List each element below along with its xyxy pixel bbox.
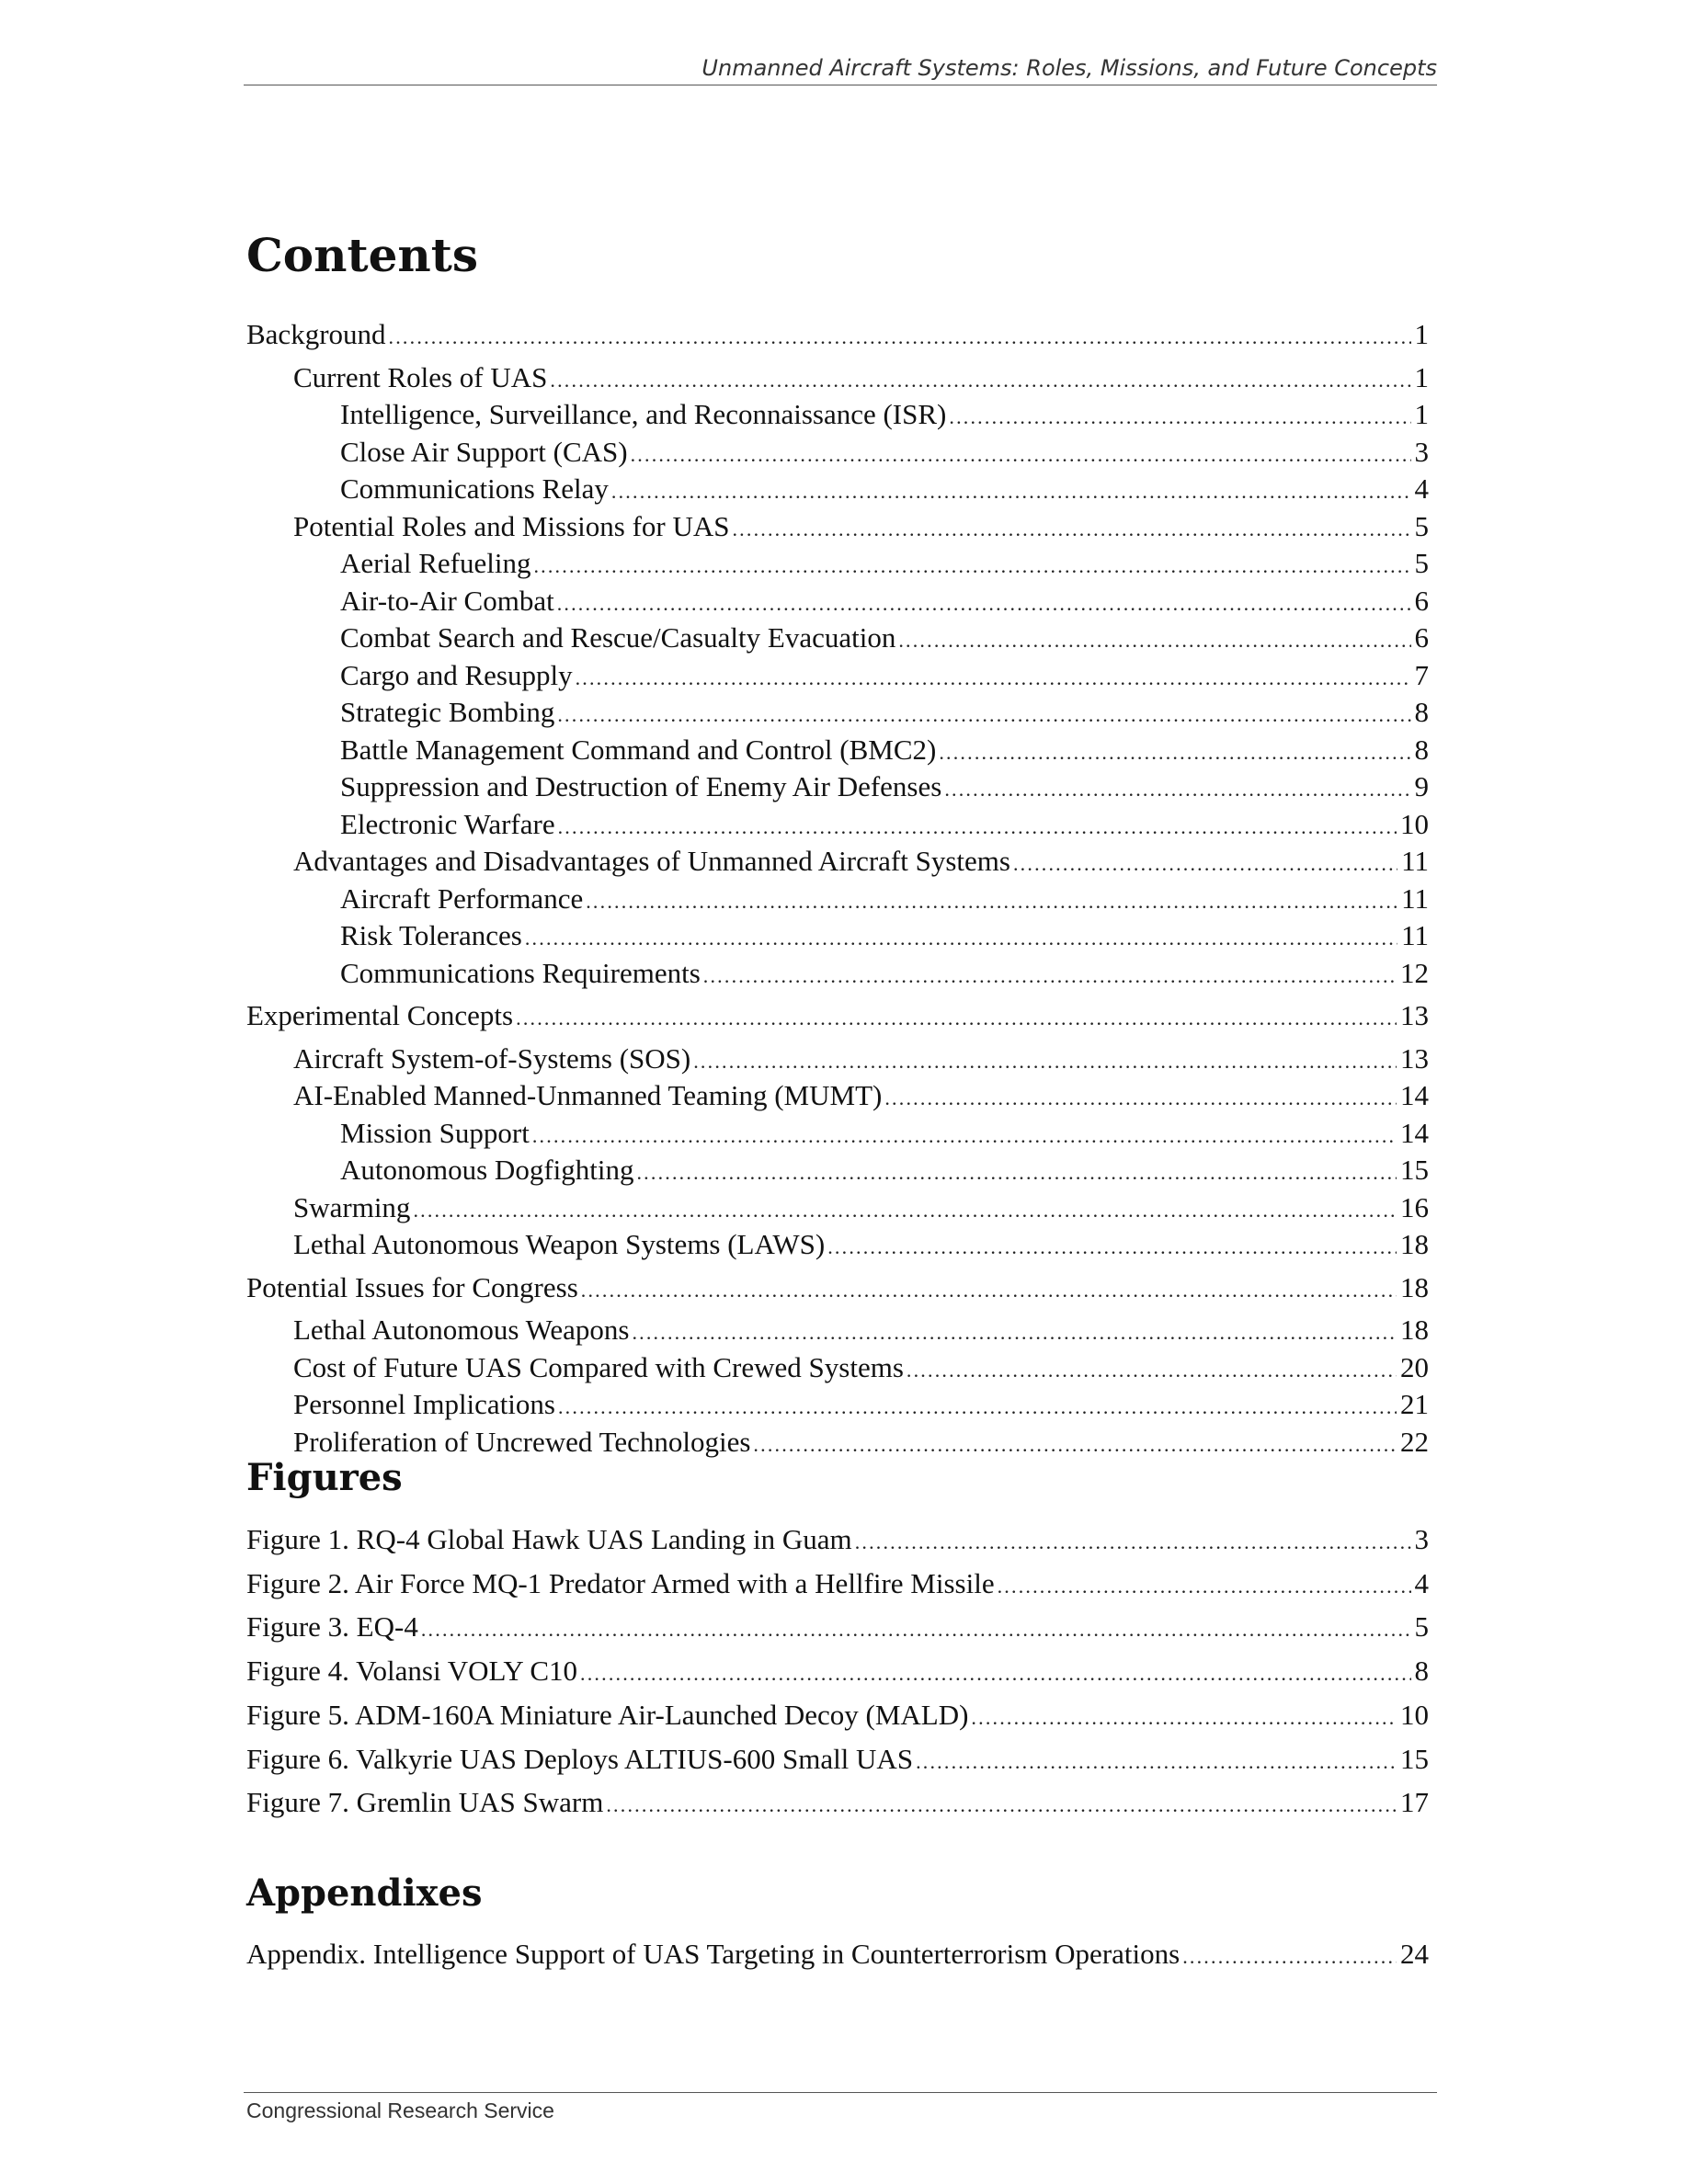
toc-entry[interactable] [246,733,1429,770]
toc-entry[interactable] [246,695,1429,733]
toc-entry-page-number: 5 [1414,1610,1429,1644]
toc-entry-title: Figure 2. Air Force MQ-1 Predator Armed with a Hellfire Missile [246,1566,995,1599]
toc-entry-page-number: 14 [1400,1079,1429,1111]
appendixes-heading: Appendixes [246,1871,483,1915]
toc-entry-page-number: 1 [1414,398,1429,430]
toc-entry-page-number: 18 [1400,1228,1429,1260]
figure-entry[interactable] [246,1739,1429,1783]
dot-leader [855,1522,1411,1564]
toc-entry-page-number: 21 [1400,1388,1429,1420]
dot-leader [949,400,1410,435]
dot-leader [944,772,1410,807]
toc-entry-title: Close Air Support (CAS) [340,435,628,468]
dot-leader [389,320,1411,355]
toc-entry-page-number: 4 [1414,472,1429,505]
toc-entry-page-number: 6 [1414,621,1429,654]
figures-list [246,1519,1429,1826]
toc-entry-page-number: 20 [1400,1350,1429,1383]
toc-entry-page-number: 3 [1414,435,1429,468]
footer-rule [244,2092,1437,2093]
toc-entry-title: Personnel Implications [293,1388,555,1420]
dot-leader [533,549,1410,584]
toc-entry-page-number: 15 [1400,1154,1429,1186]
toc-entry-page-number: 1 [1414,318,1429,350]
dot-leader [580,1654,1410,1695]
toc-entry-title: Figure 7. Gremlin UAS Swarm [246,1786,604,1819]
toc-entry[interactable] [246,807,1429,845]
toc-entry-title: Communications Requirements [340,956,701,989]
appendix-entry[interactable] [246,1934,1429,1978]
dot-leader [1182,1937,1397,1978]
dot-leader [558,1390,1397,1425]
toc-entry-page-number: 13 [1400,1041,1429,1075]
dot-leader [703,959,1397,994]
toc-entry-page-number: 5 [1414,547,1429,579]
toc-entry-title: Experimental Concepts [246,999,514,1031]
toc-entry-title: Swarming [293,1190,411,1223]
toc-entry[interactable] [246,1270,1429,1308]
toc-entry[interactable] [246,620,1429,658]
toc-entry-title: Potential Roles and Missions for UAS [293,509,730,542]
figure-entry[interactable] [246,1519,1429,1564]
toc-entry-page-number: 4 [1414,1566,1429,1599]
dot-leader [971,1698,1397,1739]
toc-entry-title: Figure 5. ADM-160A Miniature Air-Launched Decoy (MALD) [246,1698,969,1731]
dot-leader [632,1315,1397,1350]
dot-leader [939,735,1410,770]
toc-entry[interactable] [246,317,1429,355]
toc-entry[interactable] [246,1313,1429,1350]
dot-leader [581,1273,1397,1308]
toc-entry-page-number: 13 [1400,999,1429,1031]
dot-leader [898,623,1410,658]
toc-entry-page-number: 11 [1401,845,1429,877]
toc-entry[interactable] [246,1116,1429,1154]
toc-entry-title: Cargo and Resupply [340,658,573,691]
toc-entry[interactable] [246,584,1429,621]
toc-entry-page-number: 9 [1414,770,1429,802]
running-header: Unmanned Aircraft Systems: Roles, Missions, and Future Concepts [701,55,1437,81]
toc-entry-page-number: 18 [1400,1314,1429,1346]
dot-leader [606,1785,1397,1826]
toc-entry-title: Communications Relay [340,472,609,505]
toc-entry-title: Mission Support [340,1116,530,1149]
toc-entry-page-number: 18 [1400,1270,1429,1303]
toc-entry[interactable] [246,1425,1429,1462]
toc-entry[interactable] [246,1227,1429,1265]
toc-entry-title: Figure 6. Valkyrie UAS Deploys ALTIUS-600 Small UAS [246,1742,914,1775]
dot-leader [827,1230,1397,1265]
dot-leader [907,1353,1397,1388]
toc-entry[interactable] [246,1153,1429,1190]
toc-entry[interactable] [246,397,1429,435]
toc-entry-title: Autonomous Dogfighting [340,1154,634,1186]
dot-leader [631,438,1411,472]
toc-entry[interactable] [246,360,1429,398]
toc-entry-title: Suppression and Destruction of Enemy Air Defenses [340,770,942,802]
toc-entry[interactable] [246,882,1429,919]
toc-entry-page-number: 24 [1400,1938,1429,1970]
toc-entry[interactable] [246,546,1429,584]
toc-entry[interactable] [246,1190,1429,1228]
toc-entry-title: Appendix. Intelligence Support of UAS Targeting in Counterterrorism Operations [246,1938,1180,1970]
toc-entry-title: Cost of Future UAS Compared with Crewed Systems [293,1350,904,1383]
toc-entry-page-number: 3 [1414,1523,1429,1555]
toc-entry-title: Aircraft Performance [340,882,584,915]
toc-entry-title: Current Roles of UAS [293,360,548,393]
toc-entry-title: Aircraft System-of-Systems (SOS) [293,1041,691,1075]
toc-entry[interactable] [246,1350,1429,1388]
toc-entry-title: Electronic Warfare [340,807,555,840]
toc-entry-page-number: 8 [1414,1655,1429,1688]
contents-heading: Contents [246,228,479,282]
footer-publisher: Congressional Research Service [246,2099,554,2122]
toc-entry-page-number: 11 [1401,919,1429,951]
dot-leader [1013,847,1397,882]
toc-entry[interactable] [246,769,1429,807]
toc-entry-page-number: 7 [1414,658,1429,691]
toc-entry[interactable] [246,998,1429,1036]
toc-entry-page-number: 22 [1400,1425,1429,1458]
dot-leader [916,1742,1397,1783]
toc-entry-page-number: 8 [1414,696,1429,728]
toc-entry-page-number: 5 [1414,509,1429,542]
dot-leader [586,884,1397,919]
contents-list [246,317,1429,1462]
toc-entry-page-number: 10 [1400,1698,1429,1731]
dot-leader [998,1566,1411,1608]
figure-entry[interactable] [246,1695,1429,1739]
toc-entry-page-number: 8 [1414,733,1429,766]
toc-entry[interactable] [246,509,1429,547]
toc-entry-page-number: 16 [1400,1190,1429,1223]
appendixes-list [246,1934,1429,1978]
dot-leader [753,1428,1397,1462]
toc-entry-title: Figure 3. EQ-4 [246,1610,418,1644]
figure-entry[interactable] [246,1651,1429,1695]
dot-leader [525,921,1397,956]
toc-entry-title: Aerial Refueling [340,547,531,579]
dot-leader [516,1001,1397,1036]
toc-entry[interactable] [246,435,1429,472]
toc-entry-title: Advantages and Disadvantages of Unmanned Aircraft Systems [293,845,1010,877]
toc-entry[interactable] [246,658,1429,696]
toc-entry-title: Figure 4. Volansi VOLY C10 [246,1655,578,1688]
dot-leader [557,698,1410,733]
toc-entry-page-number: 17 [1400,1786,1429,1819]
dot-leader [732,512,1410,547]
toc-entry-page-number: 15 [1400,1742,1429,1775]
toc-entry-title: AI-Enabled Manned-Unmanned Teaming (MUMT) [293,1079,883,1111]
toc-entry-page-number: 6 [1414,584,1429,617]
toc-entry-title: Proliferation of Uncrewed Technologies [293,1425,751,1458]
dot-leader [693,1044,1397,1079]
toc-entry[interactable] [246,1078,1429,1116]
dot-leader [413,1193,1397,1228]
toc-entry[interactable] [246,1041,1429,1079]
dot-leader [557,586,1411,621]
toc-entry-title: Air-to-Air Combat [340,584,554,617]
toc-entry-page-number: 11 [1401,882,1429,915]
toc-entry[interactable] [246,956,1429,994]
toc-entry-page-number: 10 [1400,807,1429,840]
toc-entry-title: Potential Issues for Congress [246,1270,578,1303]
figure-entry[interactable] [246,1564,1429,1608]
dot-leader [421,1610,1411,1651]
dot-leader [884,1081,1397,1116]
dot-leader [532,1119,1397,1154]
figure-entry[interactable] [246,1782,1429,1826]
toc-entry-page-number: 14 [1400,1116,1429,1149]
dot-leader [636,1155,1397,1190]
toc-entry-title: Strategic Bombing [340,696,555,728]
toc-entry-title: Combat Search and Rescue/Casualty Evacuation [340,621,896,654]
toc-entry-title: Figure 1. RQ-4 Global Hawk UAS Landing in Guam [246,1523,852,1555]
toc-entry-page-number: 12 [1400,956,1429,989]
toc-entry[interactable] [246,918,1429,956]
figure-entry[interactable] [246,1607,1429,1651]
dot-leader [558,810,1397,845]
dot-leader [576,661,1411,696]
toc-entry-title: Lethal Autonomous Weapon Systems (LAWS) [293,1228,826,1260]
dot-leader [550,363,1410,398]
toc-entry-title: Battle Management Command and Control (BMC2) [340,733,937,766]
toc-entry-page-number: 1 [1414,360,1429,393]
figures-heading: Figures [246,1456,403,1499]
toc-entry[interactable] [246,844,1429,882]
toc-entry-title: Risk Tolerances [340,919,522,951]
toc-entry[interactable] [246,472,1429,509]
toc-entry-title: Intelligence, Surveillance, and Reconnaissance (ISR) [340,398,947,430]
toc-entry-title: Background [246,318,386,350]
toc-entry[interactable] [246,1387,1429,1425]
dot-leader [611,474,1411,509]
toc-entry-title: Lethal Autonomous Weapons [293,1314,630,1346]
